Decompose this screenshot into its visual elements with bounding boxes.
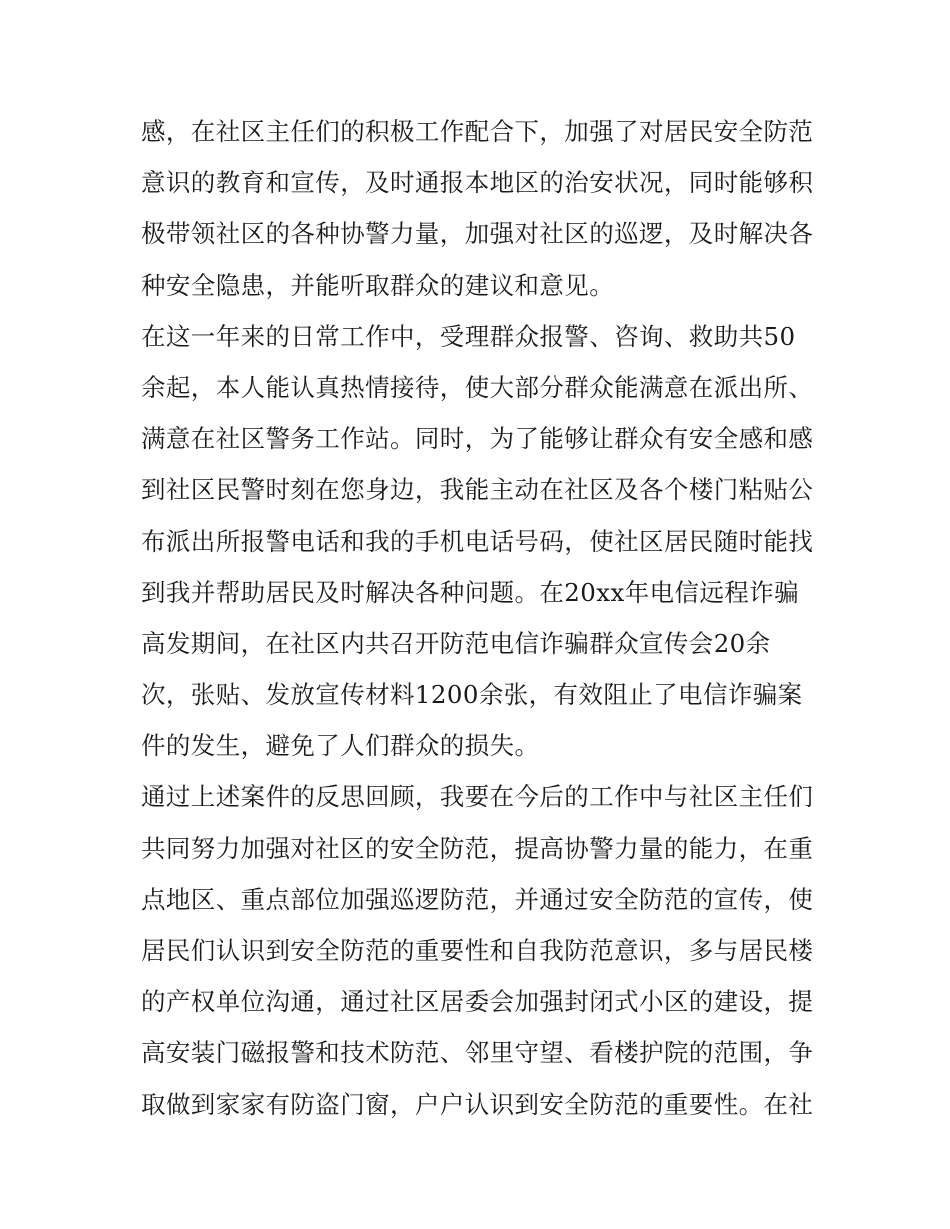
text-line: 居民们认识到安全防范的重要性和自我防范意识，多与居民楼 [141, 936, 814, 965]
text-line: 在这一年来的日常工作中，受理群众报警、咨询、救助共50 [141, 321, 796, 351]
document-body [141, 106, 821, 1130]
text-line: 次，张贴、发放宣传材料1200余张，有效阻止了电信诈骗案 [141, 680, 803, 710]
text-line: 的产权单位沟通，通过社区居委会加强封闭式小区的建设，提 [141, 987, 814, 1017]
text-line: 到我并帮助居民及时解决各种问题。在20xx年电信远程诈骗 [141, 577, 800, 607]
text-line: 种安全隐患，并能听取群众的建议和意见。 [141, 270, 615, 300]
text-line: 感，在社区主任们的积极工作配合下，加强了对居民安全防范 [141, 117, 814, 146]
text-line: 满意在社区警务工作站。同时，为了能够让群众有安全感和感 [141, 424, 814, 454]
text-line: 意识的教育和宣传，及时通报本地区的治安状况，同时能够积 [141, 168, 814, 198]
text-line: 布派出所报警电话和我的手机电话号码，使社区居民随时能找 [141, 526, 814, 556]
text-line: 取做到家家有防盗门窗，户户认识到安全防范的重要性。在社 [141, 1089, 814, 1119]
text-line: 极带领社区的各种协警力量，加强对社区的巡逻，及时解决各 [141, 219, 814, 249]
text-line: 件的发生，避免了人们群众的损失。 [141, 731, 540, 761]
text-line: 高发期间，在社区内共召开防范电信诈骗群众宣传会20余 [141, 628, 771, 658]
text-line: 余起，本人能认真热情接待，使大部分群众能满意在派出所、 [141, 372, 814, 402]
text-line: 高安装门磁报警和技术防范、邻里守望、看楼护院的范围，争 [141, 1038, 814, 1068]
text-line: 点地区、重点部位加强巡逻防范，并通过安全防范的宣传，使 [141, 884, 814, 914]
text-line: 通过上述案件的反思回顾，我要在今后的工作中与社区主任们 [141, 782, 814, 812]
text-line: 共同努力加强对社区的安全防范，提高协警力量的能力，在重 [141, 833, 814, 863]
text-line: 到社区民警时刻在您身边，我能主动在社区及各个楼门粘贴公 [141, 475, 814, 505]
